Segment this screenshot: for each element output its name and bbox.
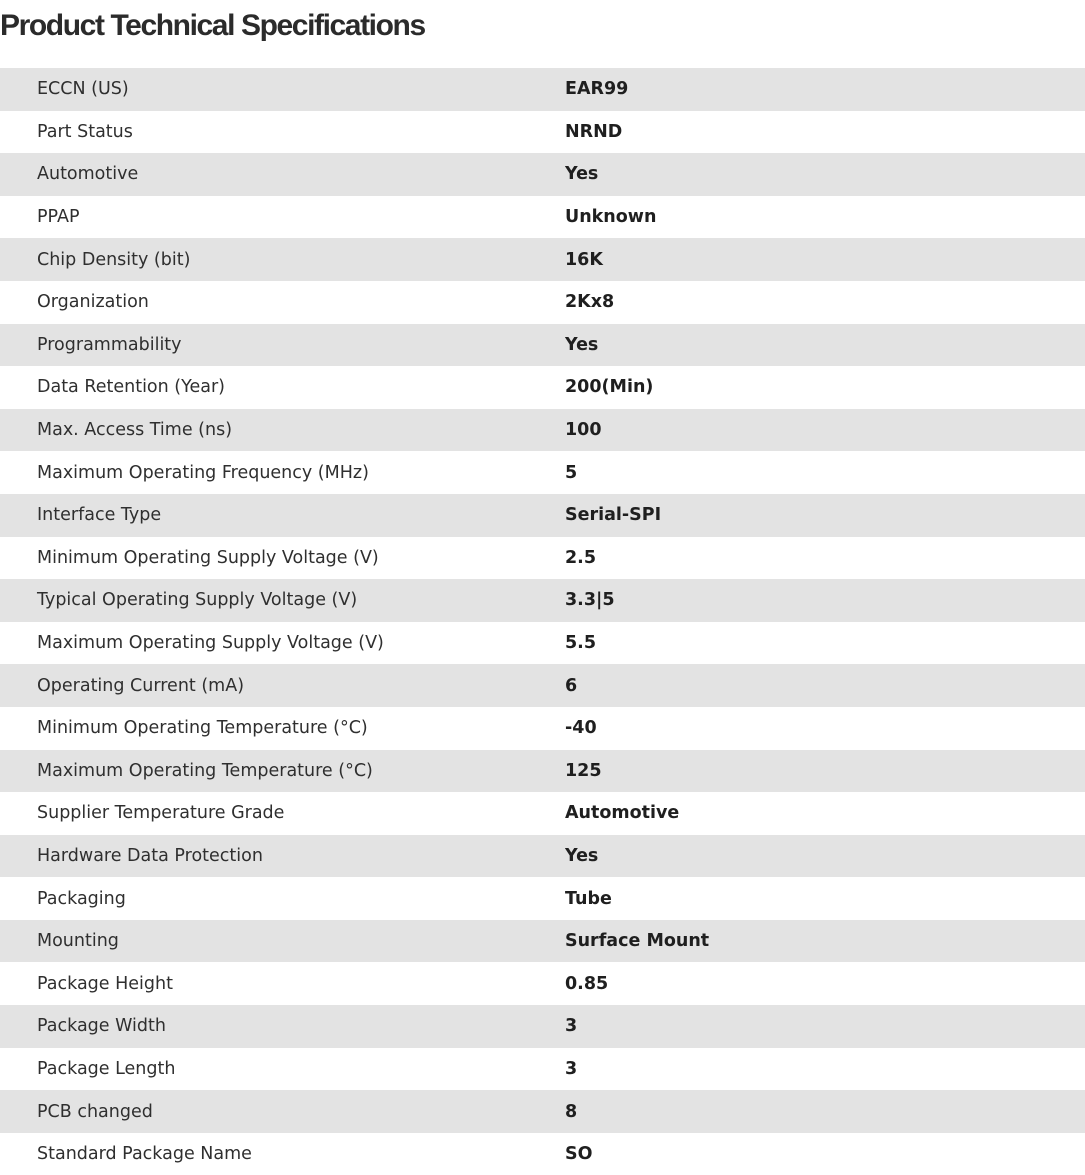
spec-row [0, 664, 1085, 707]
spec-value: 200(Min) [565, 366, 1085, 409]
spec-row [0, 1090, 1085, 1133]
spec-table-body [0, 68, 1085, 1175]
spec-row [0, 877, 1085, 920]
spec-value: SO [565, 1133, 1085, 1175]
spec-row [0, 1048, 1085, 1091]
spec-value: 3 [565, 1005, 1085, 1048]
spec-row [0, 451, 1085, 494]
spec-value: 0.85 [565, 962, 1085, 1005]
spec-label: ECCN (US) [0, 68, 565, 111]
spec-value: -40 [565, 707, 1085, 750]
spec-value: 8 [565, 1090, 1085, 1133]
spec-value: NRND [565, 111, 1085, 154]
spec-label: Package Length [0, 1048, 565, 1091]
spec-value: 2Kx8 [565, 281, 1085, 324]
spec-label: Typical Operating Supply Voltage (V) [0, 579, 565, 622]
spec-label: PPAP [0, 196, 565, 239]
spec-row [0, 920, 1085, 963]
spec-label: Package Height [0, 962, 565, 1005]
spec-row [0, 238, 1085, 281]
spec-value: Yes [565, 153, 1085, 196]
spec-label: Organization [0, 281, 565, 324]
spec-row [0, 281, 1085, 324]
spec-label: Operating Current (mA) [0, 664, 565, 707]
spec-label: Package Width [0, 1005, 565, 1048]
spec-value: Tube [565, 877, 1085, 920]
spec-value: 3.3|5 [565, 579, 1085, 622]
spec-row [0, 153, 1085, 196]
spec-row [0, 494, 1085, 537]
spec-row [0, 1005, 1085, 1048]
spec-label: Supplier Temperature Grade [0, 792, 565, 835]
spec-row [0, 622, 1085, 665]
spec-label: Minimum Operating Supply Voltage (V) [0, 537, 565, 580]
spec-value: Serial-SPI [565, 494, 1085, 537]
spec-row [0, 835, 1085, 878]
spec-row [0, 1133, 1085, 1175]
spec-label: Maximum Operating Temperature (°C) [0, 750, 565, 793]
spec-label: Maximum Operating Supply Voltage (V) [0, 622, 565, 665]
spec-value: Yes [565, 835, 1085, 878]
spec-label: Data Retention (Year) [0, 366, 565, 409]
spec-label: PCB changed [0, 1090, 565, 1133]
spec-row [0, 409, 1085, 452]
spec-value: 2.5 [565, 537, 1085, 580]
spec-table [0, 68, 1085, 1175]
spec-label: Interface Type [0, 494, 565, 537]
spec-row [0, 962, 1085, 1005]
spec-label: Automotive [0, 153, 565, 196]
spec-row [0, 68, 1085, 111]
spec-value: 100 [565, 409, 1085, 452]
spec-row [0, 366, 1085, 409]
spec-row [0, 537, 1085, 580]
spec-value: Yes [565, 324, 1085, 367]
spec-row [0, 579, 1085, 622]
spec-value: 5 [565, 451, 1085, 494]
spec-label: Hardware Data Protection [0, 835, 565, 878]
spec-row [0, 792, 1085, 835]
spec-label: Packaging [0, 877, 565, 920]
spec-label: Standard Package Name [0, 1133, 565, 1175]
spec-label: Chip Density (bit) [0, 238, 565, 281]
spec-value: Unknown [565, 196, 1085, 239]
spec-value: EAR99 [565, 68, 1085, 111]
spec-label: Max. Access Time (ns) [0, 409, 565, 452]
spec-value: 6 [565, 664, 1085, 707]
spec-value: 16K [565, 238, 1085, 281]
spec-row [0, 324, 1085, 367]
spec-label: Minimum Operating Temperature (°C) [0, 707, 565, 750]
spec-row [0, 196, 1085, 239]
spec-value: 125 [565, 750, 1085, 793]
spec-label: Programmability [0, 324, 565, 367]
spec-value: 5.5 [565, 622, 1085, 665]
spec-value: 3 [565, 1048, 1085, 1091]
spec-label: Mounting [0, 920, 565, 963]
spec-row [0, 750, 1085, 793]
spec-label: Maximum Operating Frequency (MHz) [0, 451, 565, 494]
spec-row [0, 111, 1085, 154]
page-title: Product Technical Specifications [0, 9, 425, 42]
spec-value: Surface Mount [565, 920, 1085, 963]
spec-label: Part Status [0, 111, 565, 154]
spec-row [0, 707, 1085, 750]
spec-value: Automotive [565, 792, 1085, 835]
